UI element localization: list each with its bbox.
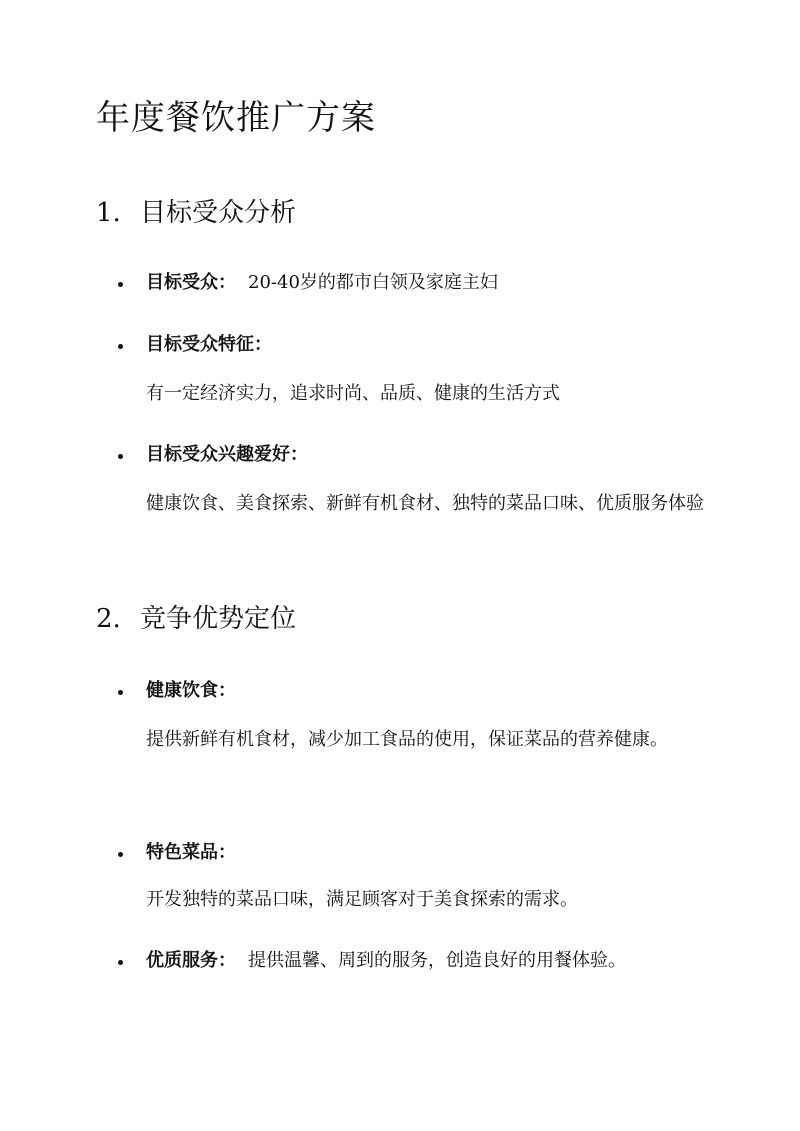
bullet-body-text: 健康饮食、美食探索、新鲜有机食材、独特的菜品口味、优质服务体验	[146, 493, 704, 514]
bullet-audience-traits	[118, 332, 710, 358]
bullet-label: 目标受众兴趣爱好：	[146, 444, 308, 465]
bullet-healthy-diet	[118, 678, 710, 704]
bullet-dot-icon	[118, 960, 123, 965]
bullet-dot-icon	[118, 454, 123, 459]
bullet-label: 目标受众特征：	[146, 334, 272, 355]
bullet-dot-icon	[118, 690, 123, 695]
document-title: 年度餐饮推广方案	[96, 98, 376, 138]
bullet-dot-icon	[118, 344, 123, 349]
bullet-inline-text: 20-40岁的都市白领及家庭主妇	[248, 272, 498, 293]
bullet-signature-dishes	[118, 840, 710, 866]
bullet-dot-icon	[118, 852, 123, 857]
bullet-body-text: 有一定经济实力，追求时尚、品质、健康的生活方式	[146, 383, 560, 404]
section-number: 2.	[96, 604, 121, 634]
bullet-label: 目标受众：	[146, 272, 236, 293]
section-title: 目标受众分析	[140, 198, 297, 228]
bullet-label: 优质服务：	[146, 950, 236, 971]
bullet-dot-icon	[118, 282, 123, 287]
bullet-label: 特色菜品：	[146, 842, 236, 863]
bullet-audience-interests	[118, 442, 710, 468]
bullet-label: 健康饮食：	[146, 680, 236, 701]
bullet-target-audience	[118, 270, 710, 296]
bullet-inline-text: 提供温馨、周到的服务，创造良好的用餐体验。	[248, 950, 626, 971]
bullet-quality-service	[118, 948, 710, 974]
section-heading-competitive-advantage	[96, 602, 296, 636]
section-title: 竞争优势定位	[140, 604, 297, 634]
bullet-body-text: 提供新鲜有机食材，减少加工食品的使用，保证菜品的营养健康。	[146, 729, 668, 750]
bullet-body-text: 开发独特的菜品口味，满足顾客对于美食探索的需求。	[146, 889, 578, 910]
section-number: 1.	[96, 198, 121, 228]
section-heading-target-audience	[96, 196, 296, 230]
